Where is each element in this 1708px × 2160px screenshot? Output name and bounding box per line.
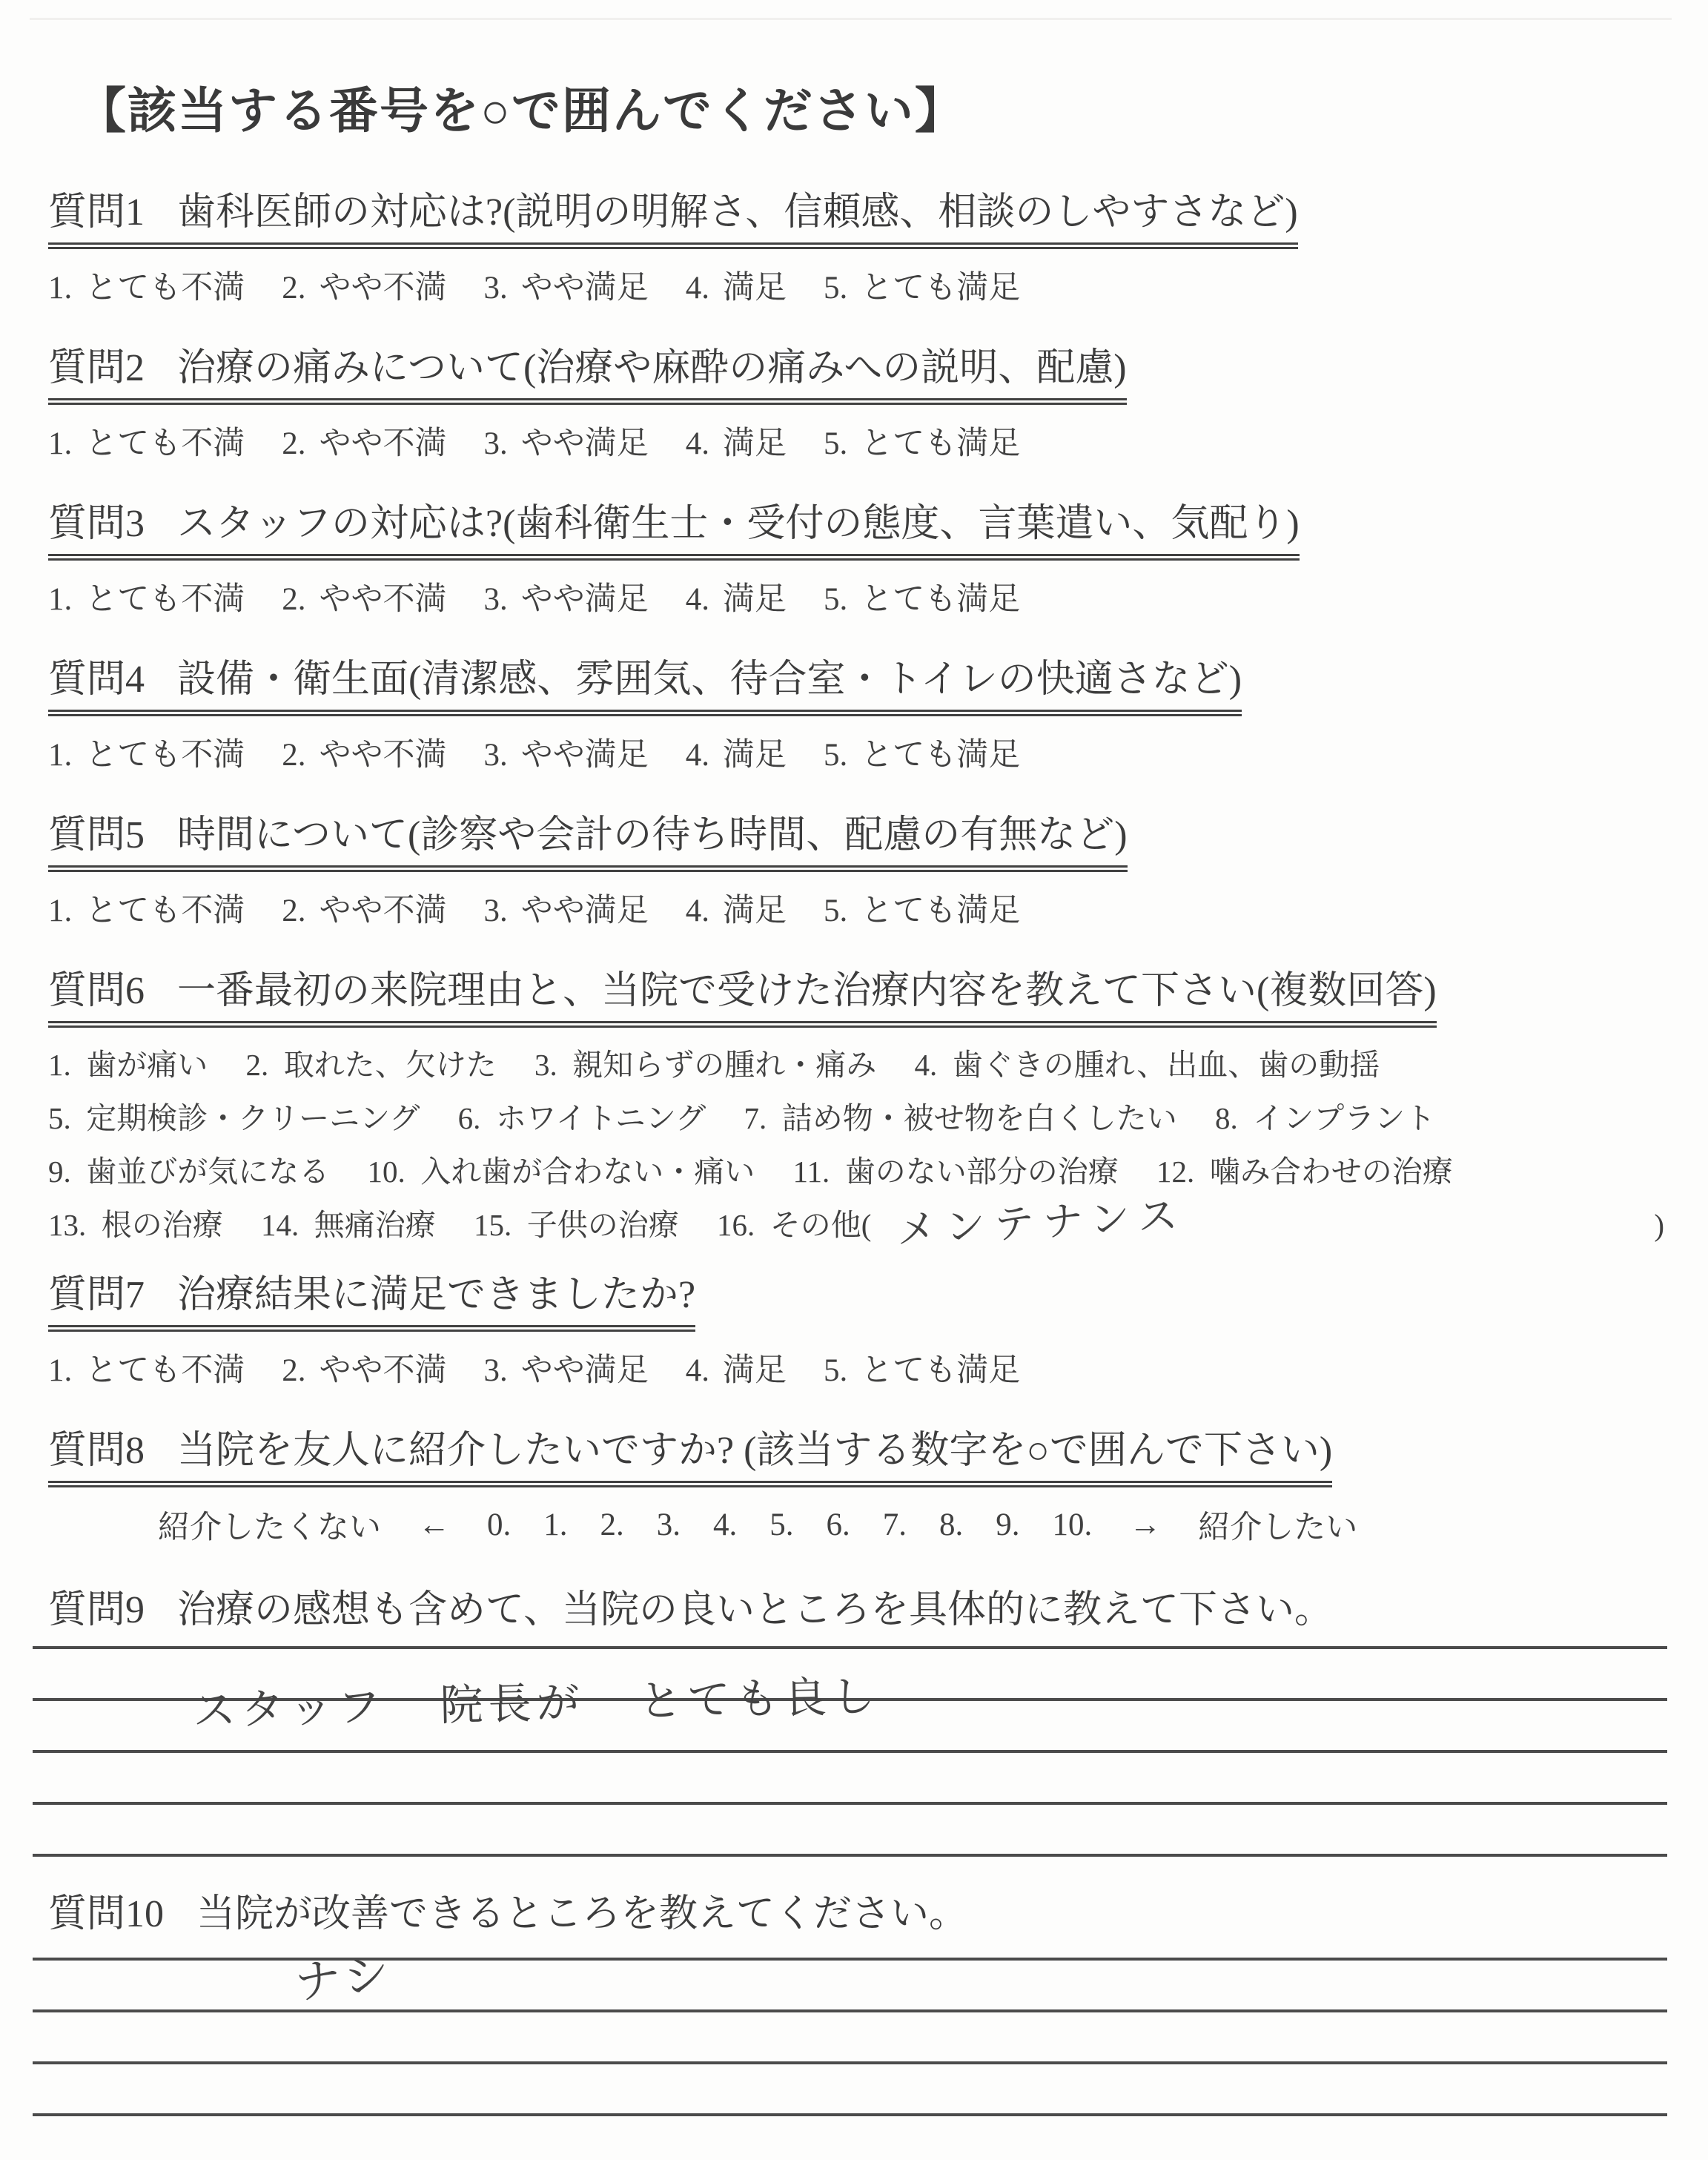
rating-option-number: 2.	[282, 271, 306, 305]
section-q8	[48, 1418, 1664, 1548]
rating-option-label: やや満足	[520, 1353, 649, 1388]
rating-option-number: 2.	[282, 582, 306, 617]
section-q1	[48, 180, 1664, 308]
scan-artifact-line	[30, 18, 1672, 20]
answer-rule-line	[33, 2012, 1667, 2064]
rating-option	[282, 418, 446, 463]
rating-scale-row	[48, 1345, 1664, 1390]
choice-other-close-paren: )	[1654, 1208, 1664, 1242]
rating-option	[282, 262, 446, 308]
rating-option	[824, 418, 1020, 463]
rating-option	[484, 730, 649, 775]
section-q6	[48, 959, 1664, 1252]
rating-option-number: 4.	[685, 738, 709, 773]
question-title: 当院が改善できるところを教えてください。	[196, 1893, 968, 1935]
question-title: 治療の感想も含めて、当院の良いところを具体的に教えて下さい。	[177, 1589, 1333, 1631]
rating-option-label: とても不満	[85, 582, 245, 617]
rating-option-label: とても満足	[861, 1353, 1021, 1388]
rating-scale-row	[48, 418, 1664, 463]
rating-option-number: 5.	[824, 271, 848, 305]
question-header	[48, 492, 1300, 561]
rating-option-label: とても不満	[85, 426, 245, 461]
question-header	[48, 336, 1127, 405]
rating-option-label: やや満足	[520, 894, 649, 928]
question-header	[48, 180, 1298, 249]
question-number: 質問9	[48, 1589, 145, 1631]
rating-scale-row	[48, 730, 1664, 775]
page-title: 【該当する番号を○で囲んでください】	[77, 85, 965, 139]
question-header	[48, 1263, 695, 1332]
rating-option	[484, 418, 649, 463]
answer-rule-line	[33, 1944, 1667, 1961]
question-number: 質問4	[48, 658, 145, 701]
rating-option-label: とても不満	[85, 894, 245, 928]
right-arrow-icon: →	[1129, 1507, 1162, 1542]
rating-option	[282, 730, 446, 775]
question-number: 質問10	[48, 1893, 165, 1935]
rating-option-number: 5.	[824, 738, 848, 773]
rating-option-label: 満足	[723, 894, 787, 928]
rating-option-label: やや不満	[319, 1353, 447, 1388]
rating-option-number: 1.	[48, 426, 73, 461]
question-number: 質問8	[48, 1430, 145, 1472]
rating-option-number: 1.	[48, 894, 73, 928]
rating-option-label: やや不満	[319, 271, 447, 305]
rating-option-number: 3.	[483, 426, 508, 461]
handwritten-other-answer: メンテナンス	[895, 1191, 1188, 1254]
answer-rule-line	[33, 1640, 1667, 1649]
nps-number: 0.	[487, 1507, 512, 1542]
handwritten-answer: スタッフ 院長が とても良し	[192, 1671, 881, 1736]
rating-option	[824, 1345, 1020, 1390]
rating-option-number: 2.	[282, 1353, 306, 1388]
nps-right-label: 紹介したい	[1198, 1510, 1358, 1545]
choice-option-lines	[48, 1038, 1664, 1252]
answer-rule-line	[33, 2116, 1667, 2160]
question-header	[48, 959, 1437, 1028]
handwritten-answer: ナシ	[292, 1946, 396, 2010]
nps-number: 8.	[939, 1507, 964, 1542]
rating-option	[484, 574, 649, 619]
rating-option-label: やや不満	[319, 426, 447, 461]
rating-option-label: とても不満	[85, 738, 245, 773]
rating-option-label: 満足	[723, 1353, 787, 1388]
rating-option-number: 3.	[483, 1353, 508, 1388]
question-title: 治療結果に満足できましたか?	[177, 1274, 696, 1316]
rating-scale-row	[48, 574, 1664, 619]
rating-option-number: 2.	[282, 426, 306, 461]
rating-option	[48, 418, 245, 463]
question-header	[48, 803, 1128, 872]
rating-option	[484, 1345, 649, 1390]
question-number: 質問2	[48, 347, 145, 389]
rating-option-label: とても満足	[861, 582, 1021, 617]
section-q10	[48, 1882, 1664, 2160]
question-number: 質問3	[48, 503, 145, 545]
rating-option-label: やや満足	[520, 582, 649, 617]
nps-number: 5.	[769, 1507, 794, 1542]
rating-option-label: とても満足	[861, 894, 1021, 928]
nps-number: 3.	[656, 1507, 681, 1542]
nps-number: 1.	[543, 1507, 568, 1542]
question-title: 一番最初の来院理由と、当院で受けた治療内容を教えて下さい(複数回答)	[177, 970, 1437, 1012]
nps-number: 7.	[882, 1507, 907, 1542]
question-number: 質問1	[48, 191, 145, 234]
answer-rule-line	[33, 1753, 1667, 1805]
nps-left-label: 紹介したくない	[158, 1510, 381, 1545]
rating-option-number: 3.	[483, 582, 508, 617]
rating-option-number: 1.	[48, 582, 73, 617]
choice-option-line: 1. 歯が痛い 2. 取れた、欠けた 3. 親知らずの腫れ・痛み 4. 歯ぐきの腫れ、出血、歯の動揺	[48, 1048, 1380, 1082]
rating-option-number: 5.	[824, 426, 848, 461]
rating-option	[48, 1345, 245, 1390]
rating-option-number: 3.	[483, 271, 508, 305]
question-header	[48, 1578, 1333, 1640]
rating-option-number: 1.	[48, 271, 73, 305]
answer-lines	[48, 1944, 1664, 2160]
rating-option-label: やや満足	[520, 426, 649, 461]
question-title: 時間について(診察や会計の待ち時間、配慮の有無など)	[177, 814, 1128, 856]
rating-option-number: 4.	[685, 426, 709, 461]
rating-option-number: 3.	[483, 738, 508, 773]
question-header	[48, 1882, 967, 1944]
rating-option	[824, 574, 1020, 619]
rating-option	[282, 1345, 446, 1390]
question-number: 質問6	[48, 970, 145, 1012]
rating-option	[48, 885, 245, 931]
rating-scale-row	[48, 885, 1664, 931]
rating-option-label: 満足	[723, 582, 787, 617]
rating-option	[48, 730, 245, 775]
rating-option-number: 1.	[48, 1353, 73, 1388]
rating-option-label: 満足	[723, 426, 787, 461]
rating-option-label: やや満足	[520, 271, 649, 305]
rating-option-number: 5.	[824, 582, 848, 617]
question-title: スタッフの対応は?(歯科衛生士・受付の態度、言葉遣い、気配り)	[177, 503, 1300, 545]
rating-option-number: 4.	[685, 271, 709, 305]
nps-number: 10.	[1052, 1507, 1093, 1542]
nps-scale-row	[158, 1502, 1664, 1548]
rating-option	[48, 262, 245, 308]
rating-option-label: とても不満	[85, 1353, 245, 1388]
rating-option	[824, 730, 1020, 775]
answer-rule-line	[33, 1805, 1667, 1857]
nps-number: 2.	[600, 1507, 624, 1542]
rating-option-number: 5.	[824, 1353, 848, 1388]
rating-option-number: 4.	[685, 894, 709, 928]
rating-option	[48, 574, 245, 619]
rating-option-label: とても満足	[861, 271, 1021, 305]
question-title: 設備・衛生面(清潔感、雰囲気、待合室・トイレの快適さなど)	[177, 658, 1242, 701]
question-number: 質問5	[48, 814, 145, 856]
section-q3	[48, 492, 1664, 619]
rating-option-label: とても不満	[85, 271, 245, 305]
rating-option-number: 1.	[48, 738, 73, 773]
rating-option	[686, 730, 787, 775]
rating-option-label: やや不満	[319, 738, 447, 773]
rating-option-number: 2.	[282, 894, 306, 928]
rating-option	[824, 885, 1020, 931]
rating-option-label: 満足	[723, 738, 787, 773]
question-header	[48, 647, 1242, 716]
nps-number: 6.	[826, 1507, 850, 1542]
left-arrow-icon: ←	[418, 1507, 450, 1542]
choice-other-prefix: 13. 根の治療 14. 無痛治療 15. 子供の治療 16. その他(	[48, 1208, 872, 1242]
choice-other-line	[48, 1191, 1664, 1254]
rating-option	[686, 262, 787, 308]
section-q5	[48, 803, 1664, 931]
question-title: 歯科医師の対応は?(説明の明解さ、信頼感、相談のしやすさなど)	[177, 191, 1298, 234]
question-title: 当院を友人に紹介したいですか? (該当する数字を○で囲んで下さい)	[177, 1430, 1333, 1472]
question-header	[48, 1418, 1332, 1487]
rating-option	[686, 418, 787, 463]
rating-option-label: とても満足	[861, 426, 1021, 461]
choice-option-line: 9. 歯並びが気になる 10. 入れ歯が合わない・痛い 11. 歯のない部分の治療 12. 噛み合わせの治療	[48, 1155, 1453, 1189]
nps-number: 4.	[713, 1507, 738, 1542]
section-q2	[48, 336, 1664, 463]
rating-option	[282, 885, 446, 931]
rating-option	[686, 1345, 787, 1390]
rating-option	[824, 262, 1020, 308]
rating-option-number: 2.	[282, 738, 306, 773]
rating-option-number: 4.	[685, 1353, 709, 1388]
question-title: 治療の痛みについて(治療や麻酔の痛みへの説明、配慮)	[177, 347, 1127, 389]
rating-option-label: やや不満	[319, 582, 447, 617]
rating-option	[484, 262, 649, 308]
section-q9	[48, 1578, 1664, 1857]
rating-option-number: 3.	[483, 894, 508, 928]
rating-option	[686, 574, 787, 619]
rating-option-number: 5.	[824, 894, 848, 928]
choice-option-line: 5. 定期検診・クリーニング 6. ホワイトニング 7. 詰め物・被せ物を白くしたい 8. インプラント	[48, 1101, 1436, 1135]
rating-option-label: とても満足	[861, 738, 1021, 773]
section-q7	[48, 1263, 1664, 1390]
section-q4	[48, 647, 1664, 775]
rating-scale-row	[48, 262, 1664, 308]
question-number: 質問7	[48, 1274, 145, 1316]
rating-option	[484, 885, 649, 931]
rating-option-label: やや不満	[319, 894, 447, 928]
answer-rule-line	[33, 2064, 1667, 2116]
rating-option-label: 満足	[723, 271, 787, 305]
rating-option-number: 4.	[685, 582, 709, 617]
rating-option	[282, 574, 446, 619]
rating-option-label: やや満足	[520, 738, 649, 773]
rating-option	[686, 885, 787, 931]
nps-number: 9.	[996, 1507, 1020, 1542]
answer-rule-line	[33, 1961, 1667, 2012]
